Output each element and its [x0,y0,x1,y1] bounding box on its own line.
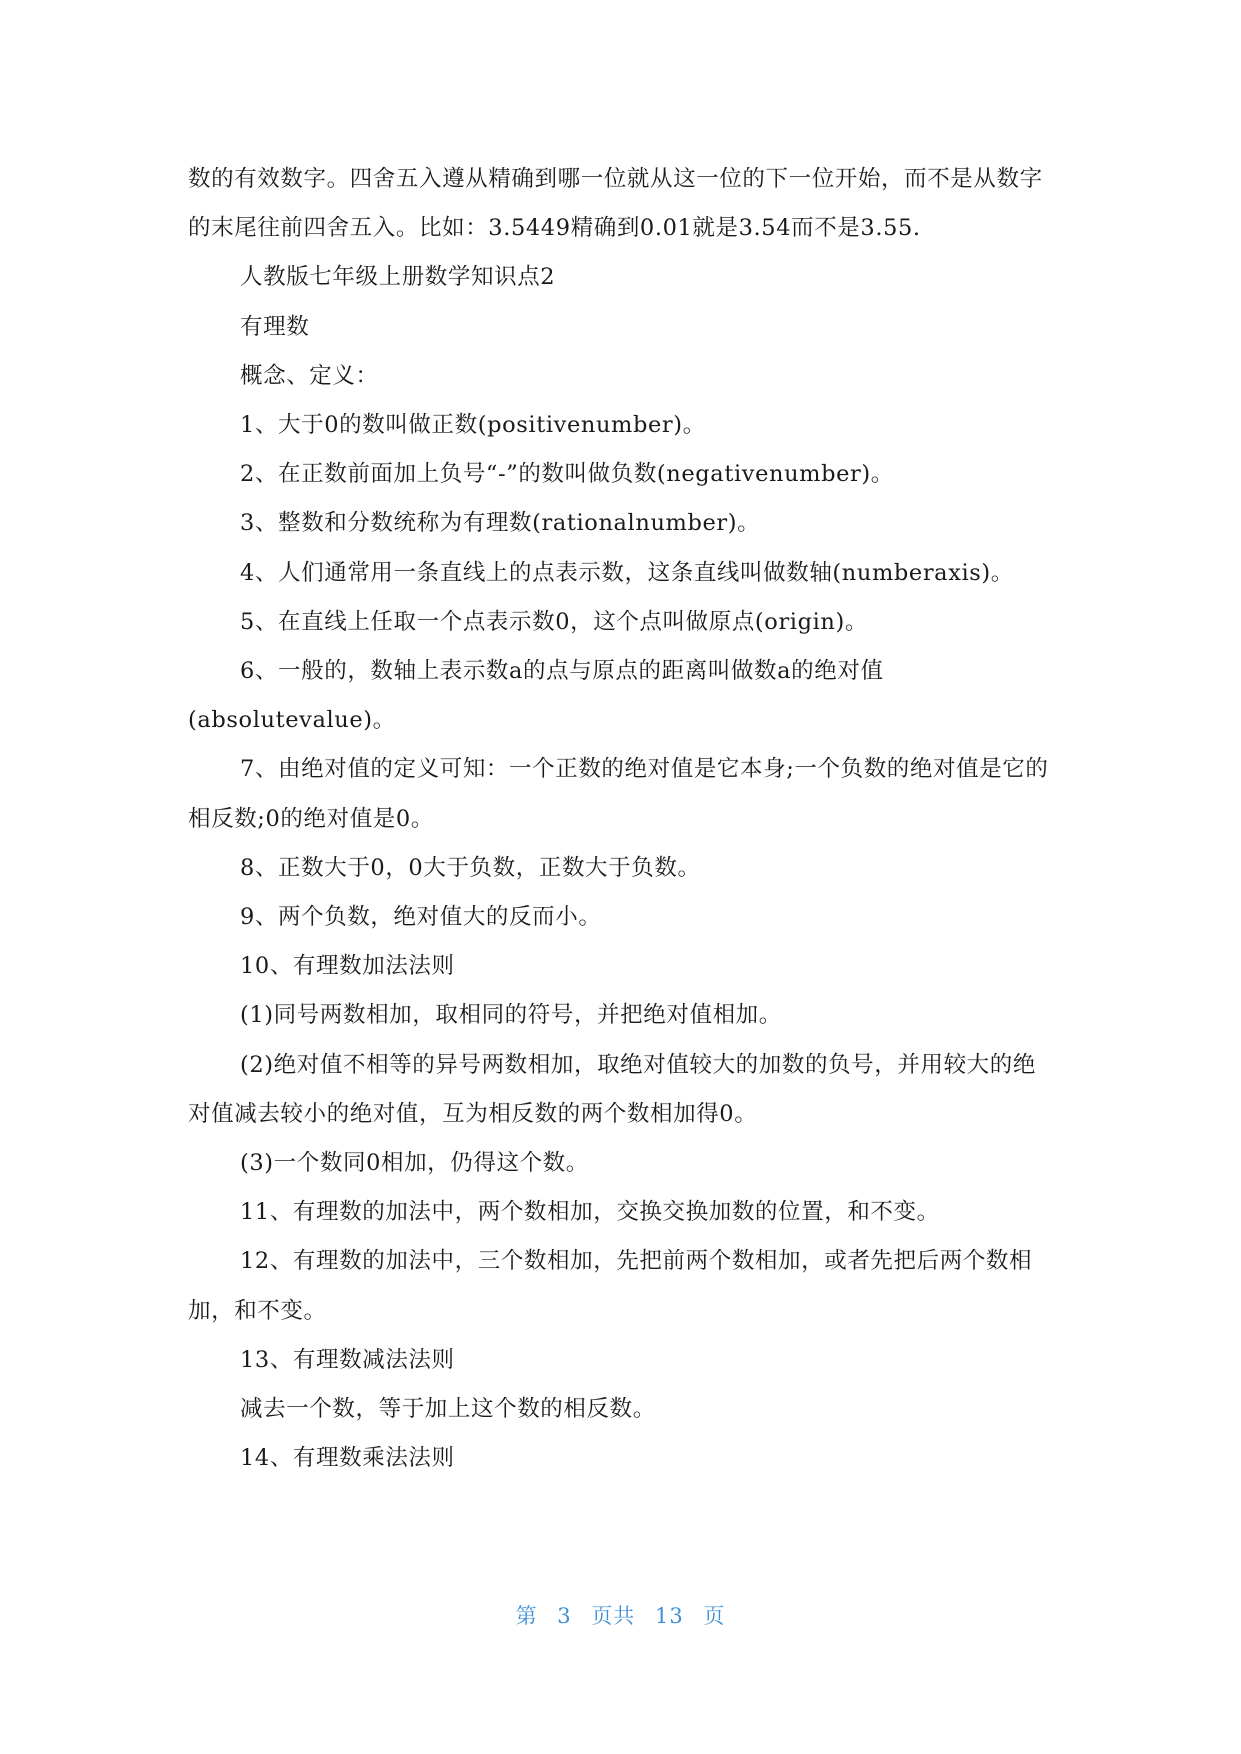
paragraph: 5、在直线上任取一个点表示数0，这个点叫做原点(origin)。 [240,608,868,635]
document-body [188,155,1058,1483]
subsection-title: 有理数 [240,313,310,340]
page-footer [0,1600,1241,1630]
total-pages-number: 13 [655,1604,684,1628]
paragraph: 13、有理数减法法则 [240,1346,455,1373]
paragraph: 1、大于0的数叫做正数(positivenumber)。 [240,412,706,439]
paragraph: 14、有理数乘法法则 [240,1445,455,1472]
paragraph: 3、整数和分数统称为有理数(rationalnumber)。 [240,510,761,537]
paragraph: 12、有理数的加法中，三个数相加，先把前两个数相加，或者先把后两个数相加，和不变。 [188,1248,1033,1324]
paragraph: 数的有效数字。四舍五入遵从精确到哪一位就从这一位的下一位开始，而不是从数字的末尾往前四舍五入。比如：3.5449精确到0.01就是3.54而不是3.55. [188,166,1043,242]
paragraph: 8、正数大于0，0大于负数，正数大于负数。 [240,854,701,881]
paragraph: 概念、定义： [240,362,379,389]
paragraph: (2)绝对值不相等的异号两数相加，取绝对值较大的加数的负号，并用较大的绝对值减去较小的绝对值，互为相反数的两个数相加得0。 [188,1051,1036,1127]
footer-middle: 页共 [591,1604,636,1628]
paragraph: 2、在正数前面加上负号“-”的数叫做负数(negativenumber)。 [240,461,894,488]
paragraph: 11、有理数的加法中，两个数相加，交换交换加数的位置，和不变。 [240,1199,940,1226]
paragraph: (3)一个数同0相加，仍得这个数。 [240,1150,589,1177]
current-page-number: 3 [557,1604,572,1628]
paragraph: 10、有理数加法法则 [240,953,455,980]
paragraph: 6、一般的，数轴上表示数a的点与原点的距离叫做数a的绝对值(absolutevalue)。 [188,658,884,734]
footer-prefix: 第 [515,1604,538,1628]
section-title: 人教版七年级上册数学知识点2 [240,264,556,291]
footer-suffix: 页 [703,1604,726,1628]
paragraph: 4、人们通常用一条直线上的点表示数，这条直线叫做数轴(numberaxis)。 [240,559,1014,586]
paragraph: (1)同号两数相加，取相同的符号，并把绝对值相加。 [240,1002,782,1029]
paragraph: 减去一个数，等于加上这个数的相反数。 [240,1396,656,1423]
paragraph: 7、由绝对值的定义可知：一个正数的绝对值是它本身;一个负数的绝对值是它的相反数;0的绝对值是0。 [188,756,1049,832]
paragraph: 9、两个负数，绝对值大的反而小。 [240,904,602,931]
